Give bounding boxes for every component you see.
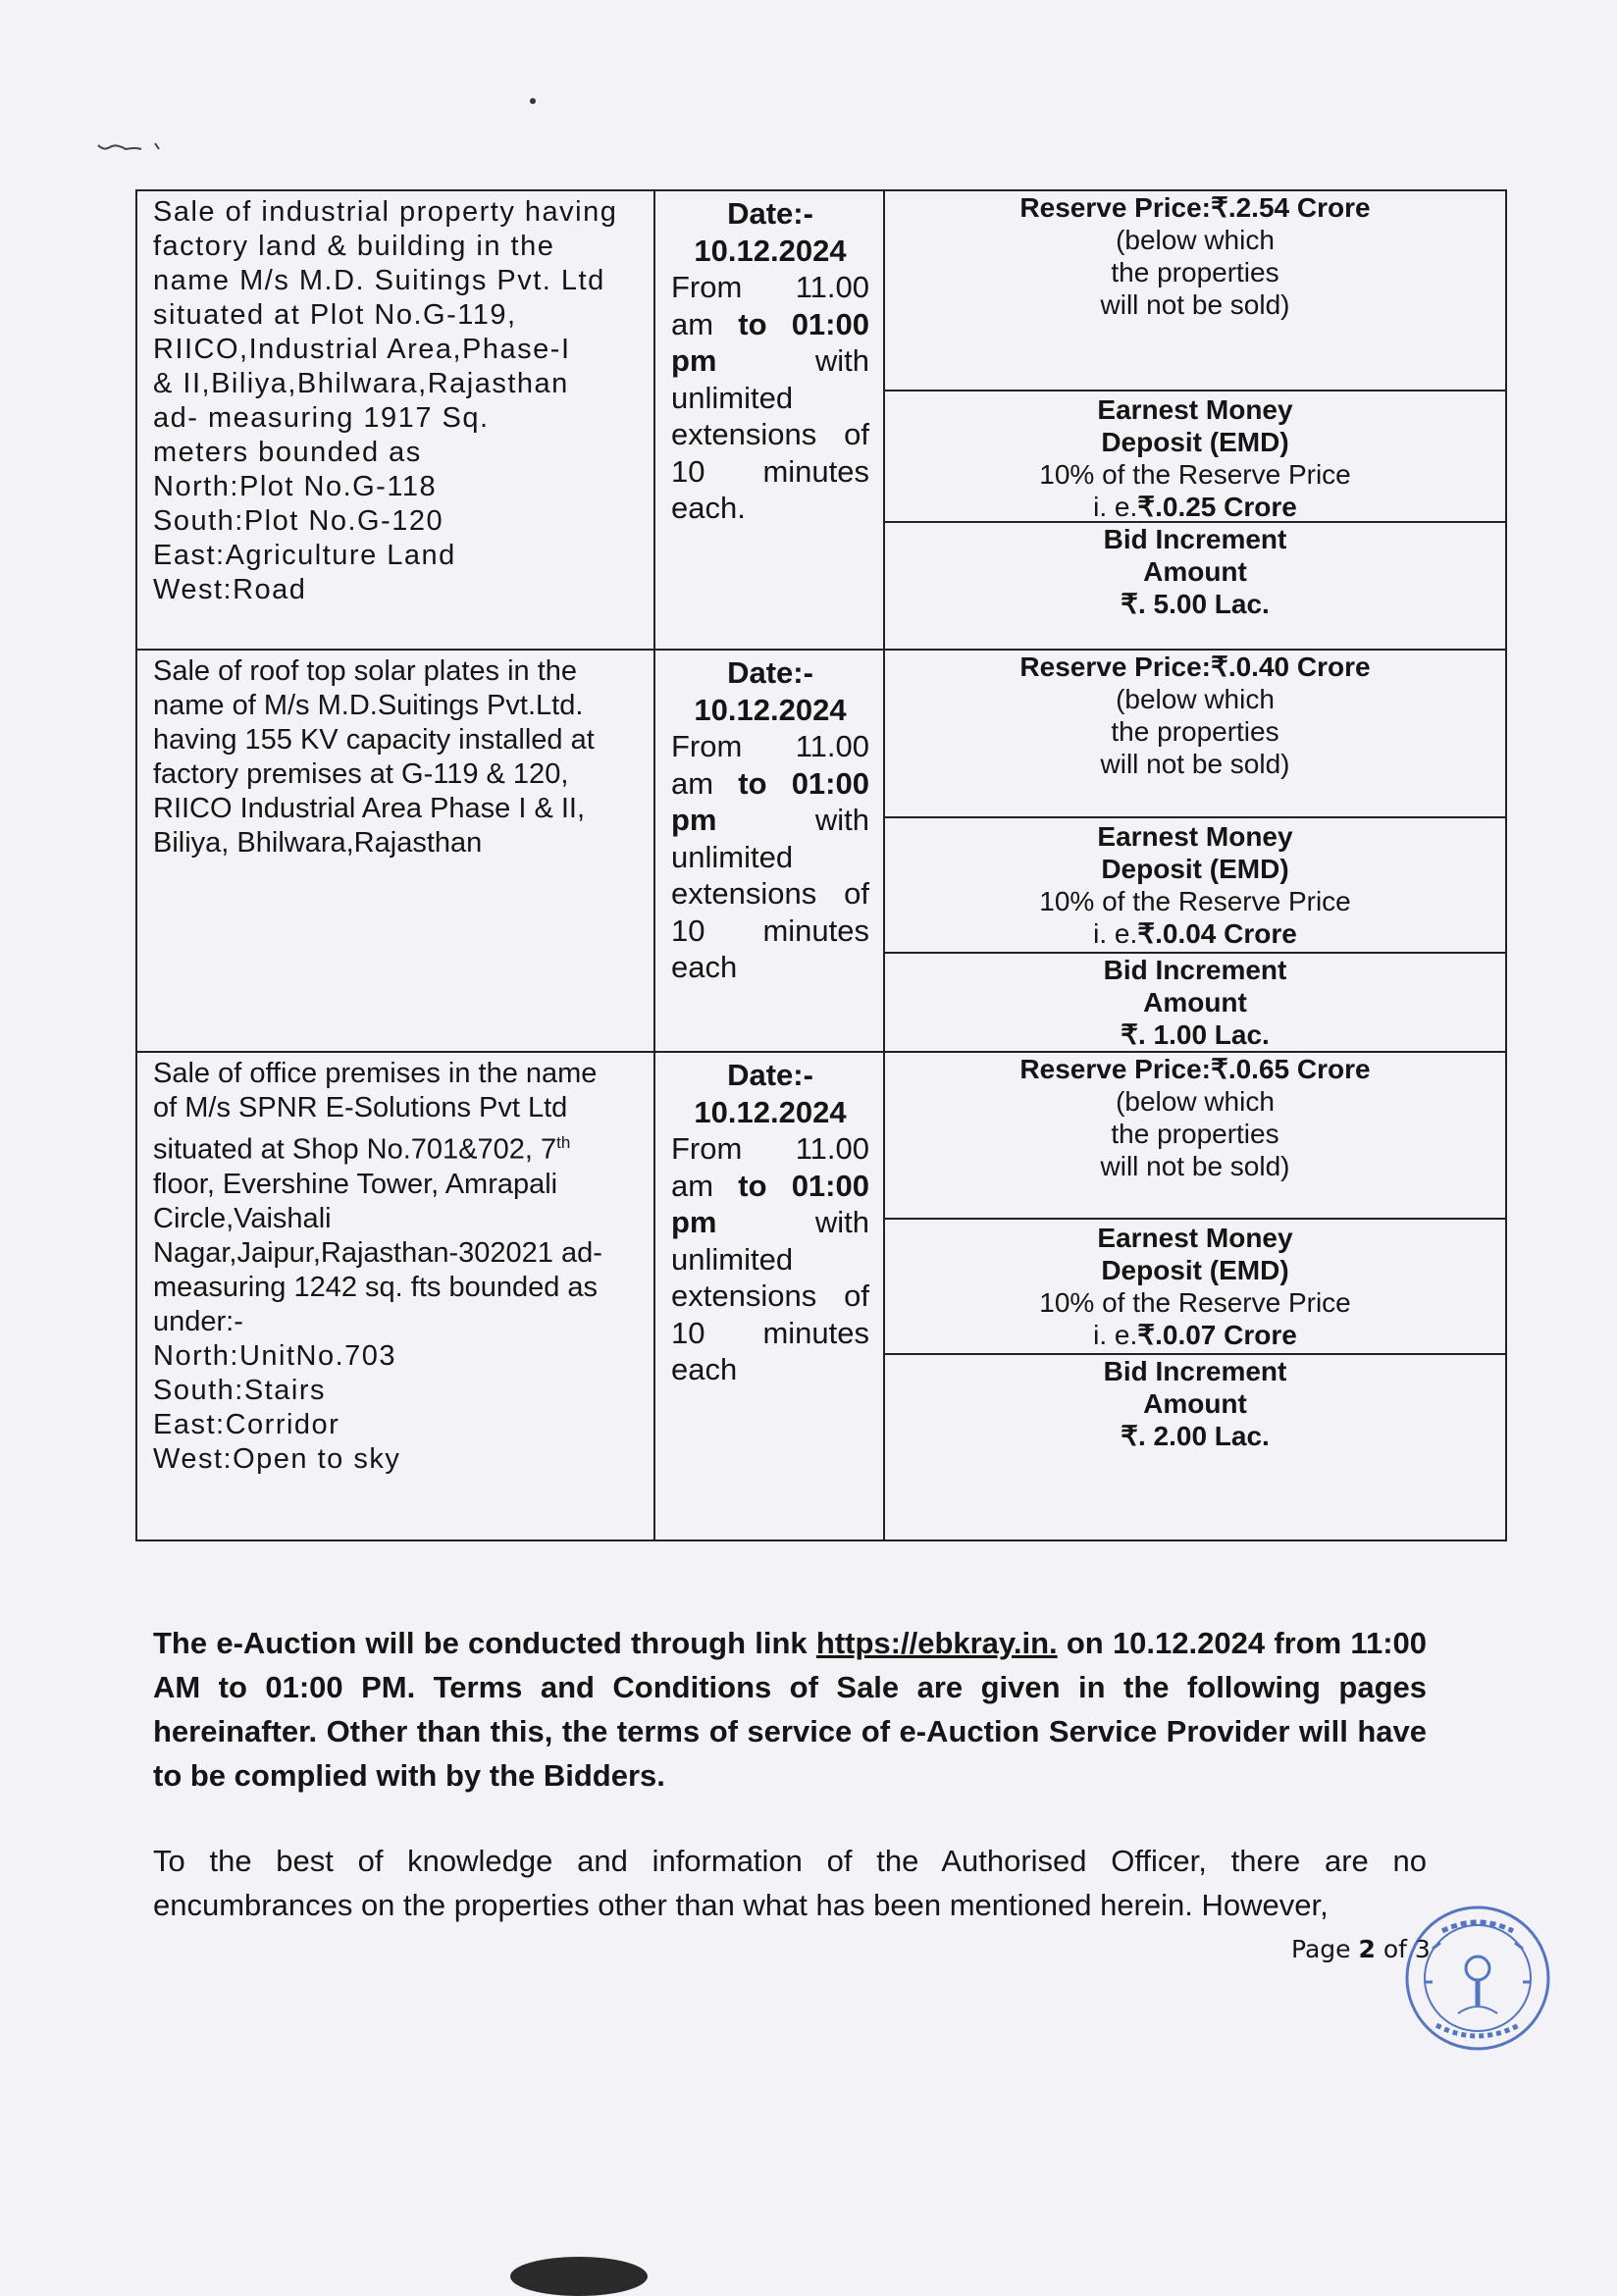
scan-speck	[530, 98, 536, 104]
description-line: West:Road	[153, 574, 307, 605]
time-line: From 11.00	[671, 270, 869, 304]
scan-shadow	[510, 2257, 648, 2296]
description-line: South:Plot No.G-120	[153, 505, 444, 537]
description-line: North:UnitNo.703	[153, 1339, 397, 1372]
bid-value: ₹. 5.00 Lac.	[1121, 589, 1270, 619]
emd-label: Earnest Money	[1097, 394, 1293, 425]
time-line: each.	[671, 491, 746, 525]
date-value: 10.12.2024	[694, 233, 847, 268]
reserve-note: will not be sold)	[1100, 1151, 1290, 1181]
description-line: Sale of office premises in the name	[153, 1058, 598, 1089]
description-line: name M/s M.D. Suitings Pvt. Ltd	[153, 265, 605, 296]
time-line: extensions of	[671, 417, 869, 451]
emd-label: Deposit (EMD)	[1101, 854, 1289, 884]
time-line: From 11.00	[671, 729, 869, 763]
e-auction-notice	[153, 1621, 1427, 1798]
emd-value: ₹.0.25 Crore	[1137, 492, 1297, 522]
reserve-price-label: Reserve Price:₹.2.54 Crore	[1019, 192, 1371, 223]
time-line: am to 01:00	[671, 306, 869, 341]
description-line: Nagar,Jaipur,Rajasthan-302021 ad-	[153, 1236, 602, 1269]
description-line: West:Open to sky	[153, 1442, 401, 1475]
property-description-cell	[136, 650, 654, 1052]
time-line: extensions of	[671, 1278, 869, 1313]
reserve-price-block	[885, 1053, 1505, 1220]
bid-value: ₹. 1.00 Lac.	[1121, 1019, 1270, 1050]
price-cell	[884, 190, 1506, 650]
time-line: am to 01:00	[671, 1168, 869, 1203]
description-line: East:Agriculture Land	[153, 540, 456, 571]
auction-date-cell	[654, 650, 884, 1052]
description-line: measuring 1242 sq. fts bounded as	[153, 1271, 599, 1303]
ordinal-suffix: th	[556, 1133, 571, 1152]
date-label: Date:-	[727, 655, 813, 690]
emd-text: 10% of the Reserve Price	[1039, 459, 1351, 490]
emd-block	[885, 818, 1505, 954]
emd-block	[885, 1220, 1505, 1355]
time-line: each	[671, 950, 738, 984]
bid-label: Bid Increment	[1103, 524, 1287, 554]
time-line: extensions of	[671, 876, 869, 911]
description-line: name of M/s M.D.Suitings Pvt.Ltd.	[153, 690, 584, 721]
bank-seal-stamp	[1403, 1904, 1552, 2053]
emd-block	[885, 391, 1505, 523]
date-value: 10.12.2024	[694, 1094, 847, 1129]
time-line: pm with	[671, 343, 869, 378]
description-line: RIICO Industrial Area Phase I & II,	[153, 793, 586, 824]
emd-text: 10% of the Reserve Price	[1039, 886, 1351, 916]
time-line: each	[671, 1352, 738, 1386]
property-description-cell	[136, 190, 654, 650]
notice-text: The e-Auction will be conducted through link	[153, 1626, 816, 1660]
description-line: North:Plot No.G-118	[153, 471, 438, 502]
reserve-note: (below which	[1116, 225, 1275, 255]
price-cell	[884, 650, 1506, 1052]
encumbrance-paragraph: To the best of knowledge and information of the Authorised Officer, there are no encumbrances on the properties other than what has been mentioned herein. However,	[153, 1844, 1427, 1922]
reserve-note: (below which	[1116, 684, 1275, 714]
description-line: meters bounded as	[153, 437, 422, 468]
reserve-note: will not be sold)	[1100, 749, 1290, 779]
price-cell	[884, 1052, 1506, 1540]
time-line: unlimited	[671, 839, 794, 874]
description-line: floor, Evershine Tower, Amrapali	[153, 1168, 558, 1200]
auction-date-cell	[654, 190, 884, 650]
time-line: From 11.00	[671, 1131, 869, 1166]
pen-scribble	[96, 137, 175, 157]
property-description	[137, 191, 653, 613]
page-prefix: Page	[1291, 1935, 1359, 1963]
auction-date	[655, 1053, 883, 1394]
date-label: Date:-	[727, 196, 813, 231]
property-description-cell	[136, 1052, 654, 1540]
description-line: & II,Biliya,Bhilwara,Rajasthan	[153, 368, 569, 399]
emd-label: Earnest Money	[1097, 1223, 1293, 1253]
time-line: pm with	[671, 803, 869, 837]
emd-label: Deposit (EMD)	[1101, 1255, 1289, 1285]
description-line: ad- measuring 1917 Sq.	[153, 402, 490, 434]
auction-date	[655, 191, 883, 533]
emd-prefix: i. e.	[1093, 1320, 1138, 1350]
bid-label: Bid Increment	[1103, 1356, 1287, 1386]
time-line: 10 minutes	[671, 913, 869, 948]
bid-label: Amount	[1143, 987, 1247, 1018]
emd-text: 10% of the Reserve Price	[1039, 1287, 1351, 1318]
reserve-price-block	[885, 651, 1505, 818]
reserve-note: the properties	[1111, 1119, 1279, 1149]
description-line: Biliya, Bhilwara,Rajasthan	[153, 827, 483, 859]
description-line: having 155 KV capacity installed at	[153, 724, 595, 756]
time-line: 10 minutes	[671, 453, 869, 489]
reserve-note: (below which	[1116, 1086, 1275, 1117]
emd-value: ₹.0.07 Crore	[1137, 1320, 1297, 1350]
time-line: pm with	[671, 1205, 869, 1239]
description-line: situated at Shop No.701&702, 7	[153, 1133, 557, 1166]
table-row	[136, 1052, 1506, 1540]
reserve-note: will not be sold)	[1100, 289, 1290, 320]
date-value: 10.12.2024	[694, 692, 847, 727]
e-auction-link[interactable]: https://ebkray.in.	[815, 1626, 1058, 1660]
property-description	[137, 651, 653, 866]
description-line: factory premises at G-119 & 120,	[153, 758, 569, 790]
emd-label: Earnest Money	[1097, 821, 1293, 852]
emd-value: ₹.0.04 Crore	[1137, 918, 1297, 949]
reserve-note: the properties	[1111, 716, 1279, 747]
description-line: Circle,Vaishali	[153, 1202, 332, 1234]
page-current: 2	[1358, 1935, 1376, 1963]
description-line-wrap	[153, 1125, 640, 1168]
property-description	[137, 1053, 653, 1483]
bid-label: Amount	[1143, 556, 1247, 587]
bid-increment-block	[885, 954, 1505, 1051]
reserve-price-block	[885, 191, 1505, 391]
reserve-note: the properties	[1111, 257, 1279, 287]
emd-prefix: i. e.	[1093, 918, 1138, 949]
bid-value: ₹. 2.00 Lac.	[1121, 1421, 1270, 1451]
bid-label: Bid Increment	[1103, 955, 1287, 985]
time-line: am to 01:00	[671, 765, 869, 801]
time-line: unlimited	[671, 1241, 794, 1277]
description-line: East:Corridor	[153, 1408, 340, 1440]
emd-prefix: i. e.	[1093, 492, 1138, 522]
auction-table	[135, 189, 1507, 1541]
auction-date	[655, 651, 883, 992]
table-row	[136, 650, 1506, 1052]
reserve-price-label: Reserve Price:₹.0.65 Crore	[1019, 1054, 1371, 1084]
auction-date-cell	[654, 1052, 884, 1540]
notice-text: on 10.12.2024 from 11:00 AM to 01:00 PM. Terms and Conditions of Sale are given in the following pages hereinafter. Other than this, the terms of service of e-Auction Service Provider will have to be complied with by the Bidders.	[153, 1626, 1427, 1793]
description-line: Sale of industrial property having	[153, 196, 618, 228]
page-total: 3	[1414, 1935, 1431, 1963]
description-line: RIICO,Industrial Area,Phase-I	[153, 334, 571, 365]
description-line: situated at Plot No.G-119,	[153, 299, 517, 331]
description-line: factory land & building in the	[153, 231, 555, 262]
time-line: 10 minutes	[671, 1315, 869, 1350]
emd-label: Deposit (EMD)	[1101, 427, 1289, 457]
date-label: Date:-	[727, 1058, 813, 1092]
description-line: of M/s SPNR E-Solutions Pvt Ltd	[153, 1092, 568, 1123]
reserve-price-label: Reserve Price:₹.0.40 Crore	[1019, 652, 1371, 682]
table-row	[136, 190, 1506, 650]
description-line: South:Stairs	[153, 1374, 326, 1406]
bid-increment-block	[885, 523, 1505, 620]
time-line: unlimited	[671, 380, 794, 415]
bid-increment-block	[885, 1355, 1505, 1452]
description-line: under:-	[153, 1305, 243, 1337]
bid-label: Amount	[1143, 1388, 1247, 1419]
page-of: of	[1375, 1935, 1415, 1963]
description-line: Sale of roof top solar plates in the	[153, 655, 578, 687]
